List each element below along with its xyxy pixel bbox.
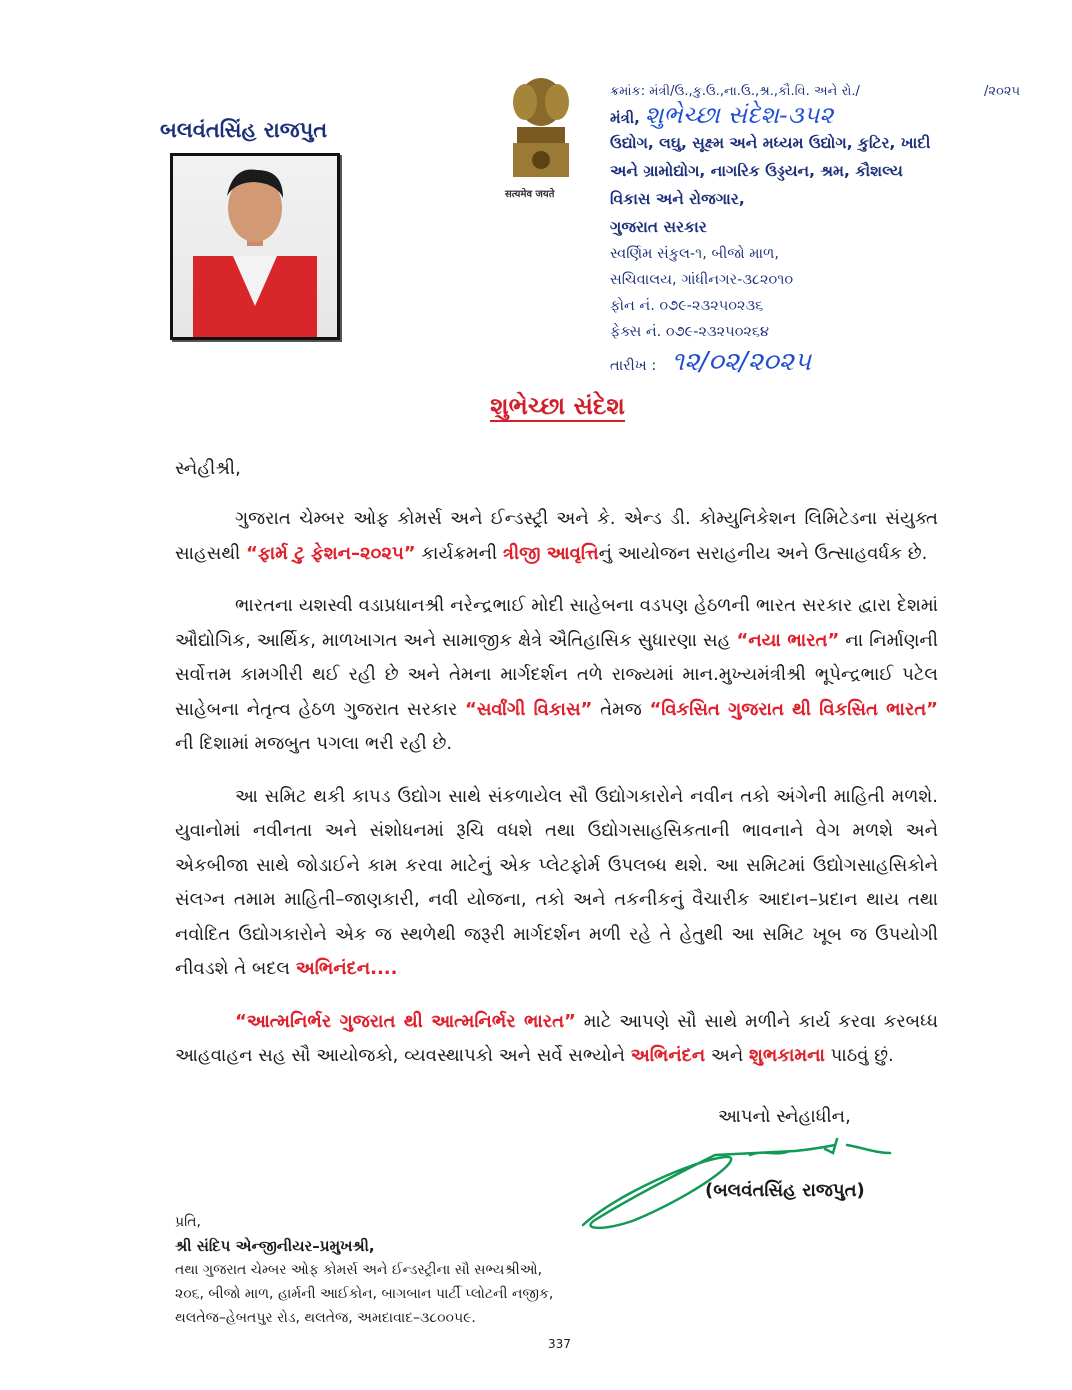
- national-emblem-icon: [503, 72, 579, 202]
- highlighted-text: અભિનંદન....: [295, 958, 398, 979]
- highlighted-text: અભિનંદન: [630, 1045, 706, 1066]
- body-text: તેમજ: [592, 698, 650, 720]
- text-line: અને ગ્રામોદ્યોગ, નાગરિક ઉડ્ડયન, શ્રમ, કૌશલ્ય: [610, 162, 903, 180]
- body-paragraph: [175, 780, 938, 987]
- text-line: થલતેજ–હેબતપુર રોડ, થલતેજ, અમદાવાદ–૩૮૦૦૫૯.: [175, 1310, 476, 1326]
- body-text: ની દિશામાં મજબુત પગલા ભરી રહી છે.: [175, 733, 453, 754]
- body-text: અને: [705, 1045, 749, 1066]
- highlighted-text: “વિકસિત ગુજરાત થી વિકસિત ભારત”: [649, 698, 938, 720]
- text-line: ૨૦૬, બીજો માળ, હાર્મની આઈકોન, બાગબાન પાર્ટી પ્લોટની નજીક,: [175, 1286, 554, 1302]
- minister-name: બલવંતસિંહ રાજપુત: [160, 118, 328, 142]
- body-text: પાઠવું છું.: [824, 1045, 894, 1066]
- salutation: સ્નેહીશ્રી,: [175, 458, 241, 479]
- highlighted-text: “નયા ભારત”: [736, 629, 840, 651]
- recipient-label: પ્રતિ,: [175, 1214, 201, 1230]
- body-text: ગુજરાત ચેમ્બર ઓફ કોમર્સ અને ઈન્ડસ્ટ્રી અને કે. એન્ડ ડી. કોમ્યુનિકેશન લિમિટેડના સંયુક્ત સાહસથી: [175, 508, 938, 564]
- signatory-name: (બલવંતસિંહ રાજપુત): [705, 1180, 865, 1201]
- text-line: સચિવાલય, ગાંધીનગર-૩૮૨૦૧૦: [610, 272, 794, 288]
- body-text: માટે આપણે સૌ સાથે મળીને કાર્ય કરવા કરબધ્ધ આહવાહન સહ સૌ આયોજકો, વ્યવસ્થાપકો અને સર્વે સભ્યોને: [175, 1010, 939, 1066]
- body-paragraph: [175, 589, 938, 762]
- reference-number: ક્રમાંક: મંત્રી/ઉ.,કુ.ઉ.,ના.ઉ.,શ્ર.,કૌ.વિ. અને રો./: [610, 84, 860, 99]
- body-text: આ સમિટ થકી કાપડ ઉદ્યોગ સાથે સંકળાયેલ સૌ ઉદ્યોગકારોને નવીન તકો અંગેની માહિતી મળશે. યુવાનોમાં નવીનતા અને સંશોધનમાં રૂચિ વધશે તથા ઉદ્યોગસાહસિકતાની ભાવનાને વેગ મળશે અને એકબીજા સાથે જોડાઈને કામ કરવા માટેનું એક પ્લેટફોર્મ ઉપલબ્ધ થશે. આ સમિટમાં ઉદ્યોગસાહસિકોને સંલગ્ન તમામ માહિતી–જાણકારી, નવી યોજના, તકો અને તકનીકનું વૈચારીક આદાન–પ્રદાન થાય તથા નવોદિત ઉદ્યોગકારોને એક જ સ્થળેથી જરૂરી માર્ગદર્શન મળી રહે તે હેતુથી આ સમિટ ખૂબ જ ઉપયોગી નીવડશે તે બદલ: [175, 785, 938, 979]
- body-paragraph: [175, 502, 938, 571]
- handwritten-reference: શુભેચ્છા સંદેશ-૩૫૨: [644, 101, 834, 129]
- body-text: ભારતના યશસ્વી વડાપ્રધાનશ્રી નરેન્દ્રભાઈ મોદી સાહેબના વડપણ હેઠળની ભારત સરકાર દ્વારા દેશમાં ઔદ્યોગિક, આર્થિક, માળખાગત અને સામાજીક ક્ષેત્રે ઐતિહાસિક સુધારણા સહ: [175, 595, 938, 651]
- letterhead-block: [610, 84, 1020, 378]
- minister-photo: [170, 153, 340, 340]
- highlighted-text: “સર્વાંગી વિકાસ”: [465, 698, 593, 720]
- letter-title: [0, 392, 1072, 420]
- highlighted-text: શુભકામના: [748, 1045, 825, 1066]
- text-line: વિકાસ અને રોજગાર,: [610, 190, 745, 208]
- page-number: 337: [548, 1337, 571, 1351]
- date-value: ૧૨/૦૨/૨૦૨૫: [671, 347, 812, 377]
- emblem-motto: सत्यमेव जयते: [505, 189, 555, 200]
- date-label: તારીખ :: [610, 358, 657, 374]
- highlighted-text: “ફાર્મ ટુ ફેશન–૨૦૨૫”: [246, 542, 416, 564]
- minister-label: મંત્રી,: [610, 109, 640, 127]
- department-lines: [610, 129, 1020, 241]
- text-line: ફેક્સ નં. ૦૭૯-૨૩૨૫૦૨૬૪: [610, 324, 770, 340]
- highlighted-text: “આત્મનિર્ભર ગુજરાત થી આત્મનિર્ભર ભારત”: [235, 1010, 576, 1032]
- body-text: કાર્યક્રમની: [415, 542, 503, 564]
- recipient-block: [175, 1210, 553, 1330]
- body-paragraph: [175, 1005, 938, 1074]
- body-text: ના નિર્માણની સર્વોત્તમ કામગીરી થઈ રહી છે અને તેમના માર્ગદર્શન તળે રાજ્યમાં માન.મુખ્યમંત્રીશ્રી ભૂપેન્દ્રભાઈ પટેલ સાહેબના નેતૃત્વ હેઠળ ગુજરાત સરકાર: [175, 629, 938, 720]
- body-text: નું આયોજન સરાહનીય અને ઉત્સાહવર્ધક છે.: [598, 542, 928, 564]
- closing: આપનો સ્નેહાધીન,: [718, 1106, 851, 1127]
- address-lines: [610, 241, 1020, 345]
- recipient-name: શ્રી સંદિપ એન્જીનીયર–પ્રમુખશ્રી,: [175, 1237, 375, 1255]
- text-line: તથા ગુજરાત ચેમ્બર ઓફ કોમર્સ અને ઈન્ડસ્ટ્રીના સૌ સભ્યશ્રીઓ,: [175, 1262, 543, 1278]
- letter-body: [175, 502, 938, 1092]
- reference-year: /૨૦૨૫: [983, 84, 1020, 99]
- text-line: ઉદ્યોગ, લઘુ, સૂક્ષ્મ અને મધ્યમ ઉદ્યોગ, કુટિર, ખાદી: [610, 134, 931, 152]
- title-text: શુભેચ્છા સંદેશ: [490, 392, 625, 420]
- recipient-address: [175, 1258, 553, 1330]
- text-line: ફોન નં. ૦૭૯-૨૩૨૫૦૨૩૬: [610, 298, 764, 314]
- text-line: સ્વર્ણિમ સંકુલ-૧, બીજો માળ,: [610, 246, 779, 262]
- text-line: ગુજરાત સરકાર: [610, 218, 707, 236]
- highlighted-text: ત્રીજી આવૃત્તિ: [502, 542, 599, 564]
